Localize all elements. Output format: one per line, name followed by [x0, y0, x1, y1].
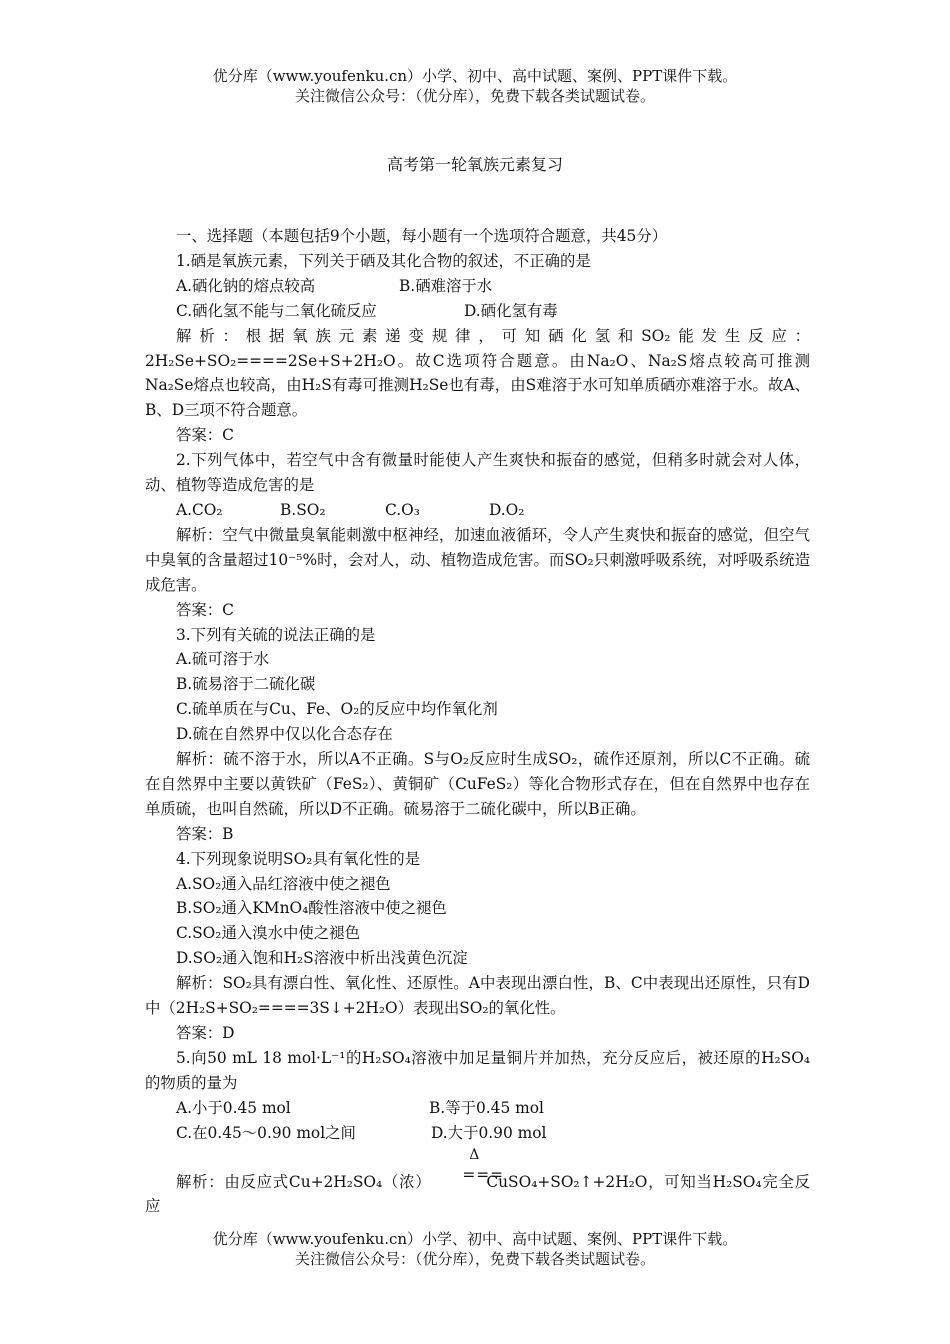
q1-option-c: C.硒化氢不能与二氧化硫反应 — [176, 301, 377, 320]
q4-analysis: 解析：SO₂具有漂白性、氧化性、还原性。A中表现出漂白性，B、C中表现出还原性，只有D中（2H₂S+SO₂====3S↓+2H₂O）表现出SO₂的氧化性。 — [145, 974, 810, 1018]
q5-option-b: B.等于0.45 mol — [429, 1098, 544, 1117]
q1-option-d: D.硒化氢有毒 — [464, 301, 558, 320]
header-line-1: 优分库（www.youfenku.cn）小学、初中、高中试题、案例、PPT课件下载。 — [212, 67, 738, 85]
section-heading: 一、选择题（本题包括9个小题，每小题有一个选项符合题意，共45分） — [176, 227, 668, 245]
q2-option-a: A.CO₂ — [176, 500, 223, 519]
header-line-2: 关注微信公众号：（优分库），免费下载各类试题试卷。 — [294, 87, 655, 105]
q1-options-row2 — [145, 299, 810, 324]
q4-option-c: C.SO₂通入溴水中使之褪色 — [176, 924, 360, 943]
equal-bar: === — [462, 1165, 505, 1184]
q2-option-c: C.O₃ — [385, 500, 420, 519]
page-title: 高考第一轮氧族元素复习 — [386, 155, 563, 174]
q1-option-a: A.硒化钠的熔点较高 — [176, 276, 316, 295]
document-body — [145, 224, 810, 1219]
q4-answer: 答案：D — [176, 1024, 235, 1042]
q4-option-d: D.SO₂通入饱和H₂S溶液中析出浅黄色沉淀 — [176, 949, 468, 968]
q3-option-d: D.硫在自然界中仅以化合态存在 — [176, 725, 393, 744]
page-footer — [0, 1229, 950, 1269]
q1-analysis: 解析：根据氧族元素递变规律，可知硒化氢和SO₂能发生反应：2H₂Se+SO₂====2Se+S+2H₂O。故C选项符合题意。由Na₂O、Na₂S熔点较高可推测Na₂Se熔点也较高，由H₂S有毒可推测H₂Se也有毒，由S难溶于水可知单质硒亦难溶于水。故A、B、D三项不符合题意。 — [145, 326, 810, 420]
q3-stem: 3.下列有关硫的说法正确的是 — [176, 625, 376, 644]
footer-line-2: 关注微信公众号：（优分库），免费下载各类试题试卷。 — [294, 1250, 655, 1268]
q5-option-d: D.大于0.90 mol — [431, 1123, 547, 1142]
q1-stem: 1.硒是氧族元素，下列关于硒及其化合物的叙述，不正确的是 — [176, 251, 591, 270]
q3-option-a: A.硫可溶于水 — [176, 650, 269, 669]
q3-option-c: C.硫单质在与Cu、Fe、O₂的反应中均作氧化剂 — [176, 700, 498, 719]
heating-equation-sign — [431, 1146, 505, 1195]
q5-analysis-pre: 解析：由反应式Cu+2H₂SO₄（浓） — [176, 1172, 432, 1191]
q5-analysis — [145, 1146, 810, 1220]
footer-line-1: 优分库（www.youfenku.cn）小学、初中、高中试题、案例、PPT课件下载。 — [212, 1230, 738, 1248]
q2-options — [145, 498, 810, 523]
q4-option-b: B.SO₂通入KMnO₄酸性溶液中使之褪色 — [176, 899, 447, 918]
q3-option-b: B.硫易溶于二硫化碳 — [176, 675, 316, 694]
q5-option-a: A.小于0.45 mol — [176, 1098, 291, 1117]
q4-option-a: A.SO₂通入品红溶液中使之褪色 — [176, 874, 391, 893]
q2-option-b: B.SO₂ — [280, 500, 326, 519]
q3-answer: 答案：B — [176, 824, 234, 843]
q1-option-b: B.硒难溶于水 — [399, 276, 493, 295]
q2-analysis: 解析：空气中微量臭氧能刺激中枢神经，加速血液循环，令人产生爽快和振奋的感觉，但空气中臭氧的含量超过10⁻⁵%时，会对人，动、植物造成危害。而SO₂只刺激呼吸系统，对呼吸系统造成危害。 — [145, 525, 810, 594]
q4-stem: 4.下列现象说明SO₂具有氧化性的是 — [176, 849, 421, 868]
q5-options-row1 — [145, 1096, 810, 1121]
q2-answer: 答案：C — [176, 600, 234, 619]
q5-option-c: C.在0.45～0.90 mol之间 — [176, 1123, 356, 1142]
q1-options-row1 — [145, 274, 810, 299]
q2-stem: 2.下列气体中，若空气中含有微量时能使人产生爽快和振奋的感觉，但稍多时就会对人体，动、植物等造成危害的是 — [145, 451, 810, 495]
delta-symbol: Δ — [469, 1146, 480, 1163]
q5-analysis-post: CuSO₄+SO₂↑+2H₂O，可知当H₂SO₄完全反应 — [145, 1172, 810, 1216]
q5-stem: 5.向50 mL 18 mol·L⁻¹的H₂SO₄溶液中加足量铜片并加热，充分反应后，被还原的H₂SO₄的物质的量为 — [145, 1048, 810, 1092]
q3-analysis: 解析：硫不溶于水，所以A不正确。S与O₂反应时生成SO₂，硫作还原剂，所以C不正确。硫在自然界中主要以黄铁矿（FeS₂）、黄铜矿（CuFeS₂）等化合物形式存在，但在自然界中也存在单质硫，也叫自然硫，所以D不正确。硫易溶于二硫化碳中，所以B正确。 — [145, 750, 810, 818]
q1-answer: 答案：C — [176, 426, 234, 445]
q2-option-d: D.O₂ — [489, 500, 525, 519]
page-header — [0, 66, 950, 106]
